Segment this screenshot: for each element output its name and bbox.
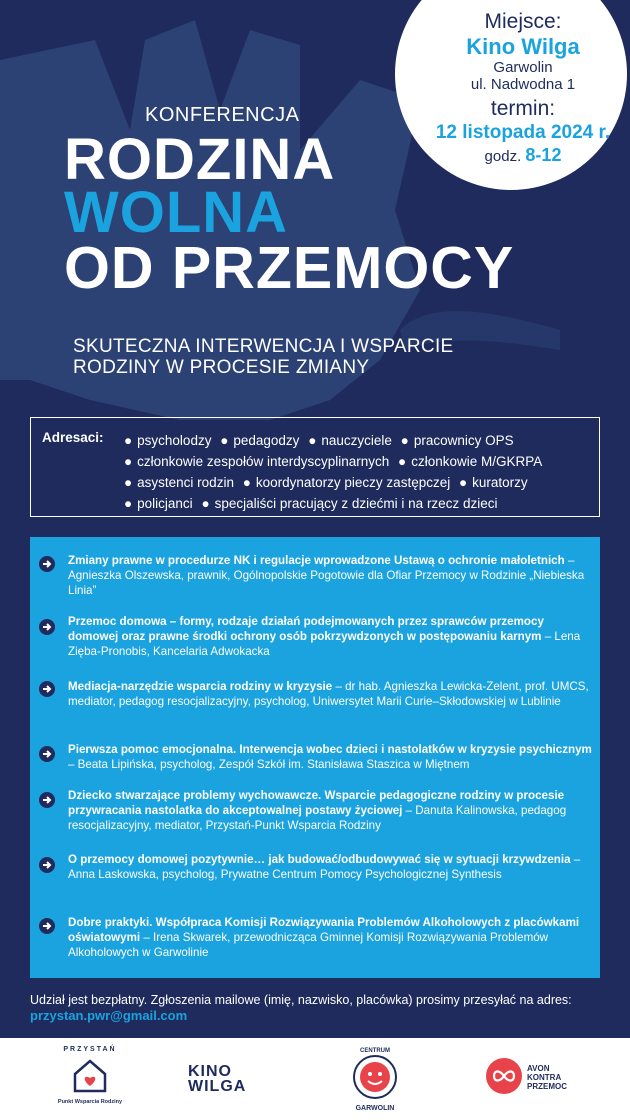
addressees-box [30, 417, 600, 517]
agenda-item [68, 788, 596, 833]
infinity-icon [486, 1058, 522, 1094]
przystan-logo [50, 1046, 130, 1116]
addressee-item: pracownicy OPS [413, 433, 514, 448]
agenda-item-speaker: – Anna Laskowska, psycholog, Prywatne Centrum Pomocy Psychologicznej Synthesis [68, 853, 581, 881]
addressee-item: kuratorzy [472, 475, 528, 490]
arrow-right-icon [39, 619, 55, 635]
agenda-item-speaker: – Agnieszka Olszewska, prawnik, Ogólnopolskie Pogotowie dla Ofiar Przemocy w Rodzinie „Niebieska Linia” [68, 554, 585, 597]
agenda-item-speaker: – Irena Skwarek, przewodnicząca Gminnej Komisji Rozwiązywania Problemów Alkoholowych w Garwolinie [68, 931, 549, 959]
przystan-logo-top: PRZYSTAŃ [63, 1046, 117, 1053]
agenda-item-title: Zmiany prawne w procedurze NK i regulacje wprowadzone Ustawą o ochronie małoletnich [68, 554, 565, 567]
title-line-2: WOLNA [64, 180, 289, 245]
partner-logos [0, 1038, 630, 1120]
agenda-box [30, 537, 600, 978]
agenda-item-title: Pierwsza pomoc emocjonalna. Interwencja wobec dzieci i nastolatków w kryzysie psychicznym [68, 743, 592, 756]
agenda-item [68, 852, 596, 882]
theatre-masks-icon [352, 1054, 398, 1100]
przystan-logo-bottom: Punkt Wsparcia Rodziny [57, 1099, 123, 1105]
agenda-item [68, 553, 596, 598]
avon-line-2: KONTRA [527, 1073, 562, 1082]
registration-text: Udział jest bezpłatny. Zgłoszenia mailowe (imię, nazwisko, placówka) prosimy przesyłać na adres: [30, 993, 572, 1007]
venue-city: Garwolin [493, 59, 553, 76]
arrow-right-icon [39, 556, 55, 572]
house-heart-icon [70, 1056, 110, 1094]
venue-name: Kino Wilga [466, 34, 580, 59]
agenda-item [68, 742, 596, 772]
addressee-item: członkowie zespołów interdyscyplinarnych [137, 454, 390, 469]
agenda-item [68, 915, 596, 960]
addressee-item: pedagodzy [233, 433, 300, 448]
agenda-item-title: Dobre praktyki. Współpraca Komisji Rozwiązywania Problemów Alkoholowych z placówkami oświatowymi [68, 916, 580, 944]
addressee-item: nauczyciele [321, 433, 392, 448]
addressees-list: ● psycholodzy ● pedagodzy ● nauczyciele ● pracownicy OPS ● członkowie zespołów interdyscyplinarnych ● członkowie M/GKRPA ● asystenci rodzin ● koordynatorzy pieczy zastępczej ● kuratorzy ● policjanci ● specjaliści pracujący z dziećmi i na rzecz dzieci [124, 433, 543, 511]
agenda-item [68, 614, 596, 659]
addressee-item: psycholodzy [137, 433, 212, 448]
addressee-item: policjanci [137, 496, 193, 511]
venue-label: Miejsce: [484, 10, 562, 33]
arrow-right-icon [39, 918, 55, 934]
hours-label: godz. [484, 148, 522, 165]
registration-info [30, 992, 610, 1024]
avon-line-3: PRZEMOC [527, 1082, 567, 1091]
agenda-item-speaker: – dr hab. Agnieszka Lewicka-Zelent, prof. UMCS, mediator, pedagog resocjalizacyjny, psycholog, Uniwersytet Marii Curie–Skłodowskiej w Lublinie [68, 680, 589, 708]
kino-wilga-logo [188, 1064, 246, 1094]
agenda-item-title: Mediacja-narzędzie wsparcia rodziny w kryzysie [68, 680, 333, 693]
arrow-right-icon [39, 792, 55, 808]
addressee-item: specjaliści pracujący z dziećmi i na rzecz dzieci [214, 496, 498, 511]
title-line-3: OD PRZEMOCY [64, 235, 515, 301]
event-date: 12 listopada 2024 r. [435, 122, 611, 143]
subtitle-line-1: SKUTECZNA INTERWENCJA I WSPARCIE [73, 336, 454, 357]
arrow-right-icon [39, 746, 55, 762]
venue-info [410, 10, 630, 168]
avon-logo-text [527, 1064, 567, 1091]
title-line-1: RODZINA [64, 127, 336, 192]
centrum-logo-bottom: GARWOLIN [355, 1105, 395, 1112]
kino-logo-line-2: WILGA [188, 1078, 247, 1095]
addressee-item: koordynatorzy pieczy zastępczej [255, 475, 451, 490]
date-label: termin: [490, 97, 556, 120]
kino-logo-line-1: KINO [188, 1063, 232, 1080]
arrow-right-icon [39, 857, 55, 873]
avon-line-1: AVON [527, 1064, 550, 1073]
addressee-item: członkowie M/GKRPA [411, 454, 543, 469]
agenda-item-title: O przemocy domowej pozytywnie… jak budować/odbudowywać się w sytuacji krzywdzenia [68, 853, 571, 866]
centrum-logo-top: CENTRUM [360, 1048, 390, 1054]
agenda-item-speaker: – Danuta Kalinowska, pedagog resocjalizacyjny, mediator, Przystań-Punkt Wsparcia Rodziny [68, 804, 567, 832]
agenda-item-speaker: – Lena Zięba-Pronobis, Kancelaria Adwokacka [68, 630, 581, 658]
agenda-item-speaker: – Beata Lipińska, psycholog, Zespół Szkół im. Stanisława Staszica w Miętnem [68, 758, 470, 771]
conference-kicker: KONFERENCJA [145, 104, 300, 126]
subtitle-line-2: RODZINY W PROCESIE ZMIANY [73, 357, 370, 378]
addressee-item: asystenci rodzin [137, 475, 234, 490]
event-hours [410, 144, 630, 168]
agenda-item [68, 679, 596, 709]
subtitle [73, 336, 454, 378]
venue-street: ul. Nadwodna 1 [470, 76, 576, 93]
agenda-item-title: Dziecko stwarzające problemy wychowawcze. Wsparcie pedagogiczne rodziny w procesie przywracania nastolatka do akceptowalnej postawy życiowej [68, 789, 565, 817]
centrum-logo [345, 1048, 405, 1116]
agenda-item-title: Przemoc domowa – formy, rodzaje działań podejmowanych przez sprawców przemocy domowej oraz prawne środki ochrony osób pokrzywdzonych w postępowaniu karnym [68, 615, 544, 643]
addressees-label: Adresaci: [42, 430, 104, 445]
hours-value: 8-12 [525, 145, 562, 165]
registration-email[interactable]: przystan.pwr@gmail.com [30, 1008, 188, 1023]
arrow-right-icon [39, 681, 55, 697]
